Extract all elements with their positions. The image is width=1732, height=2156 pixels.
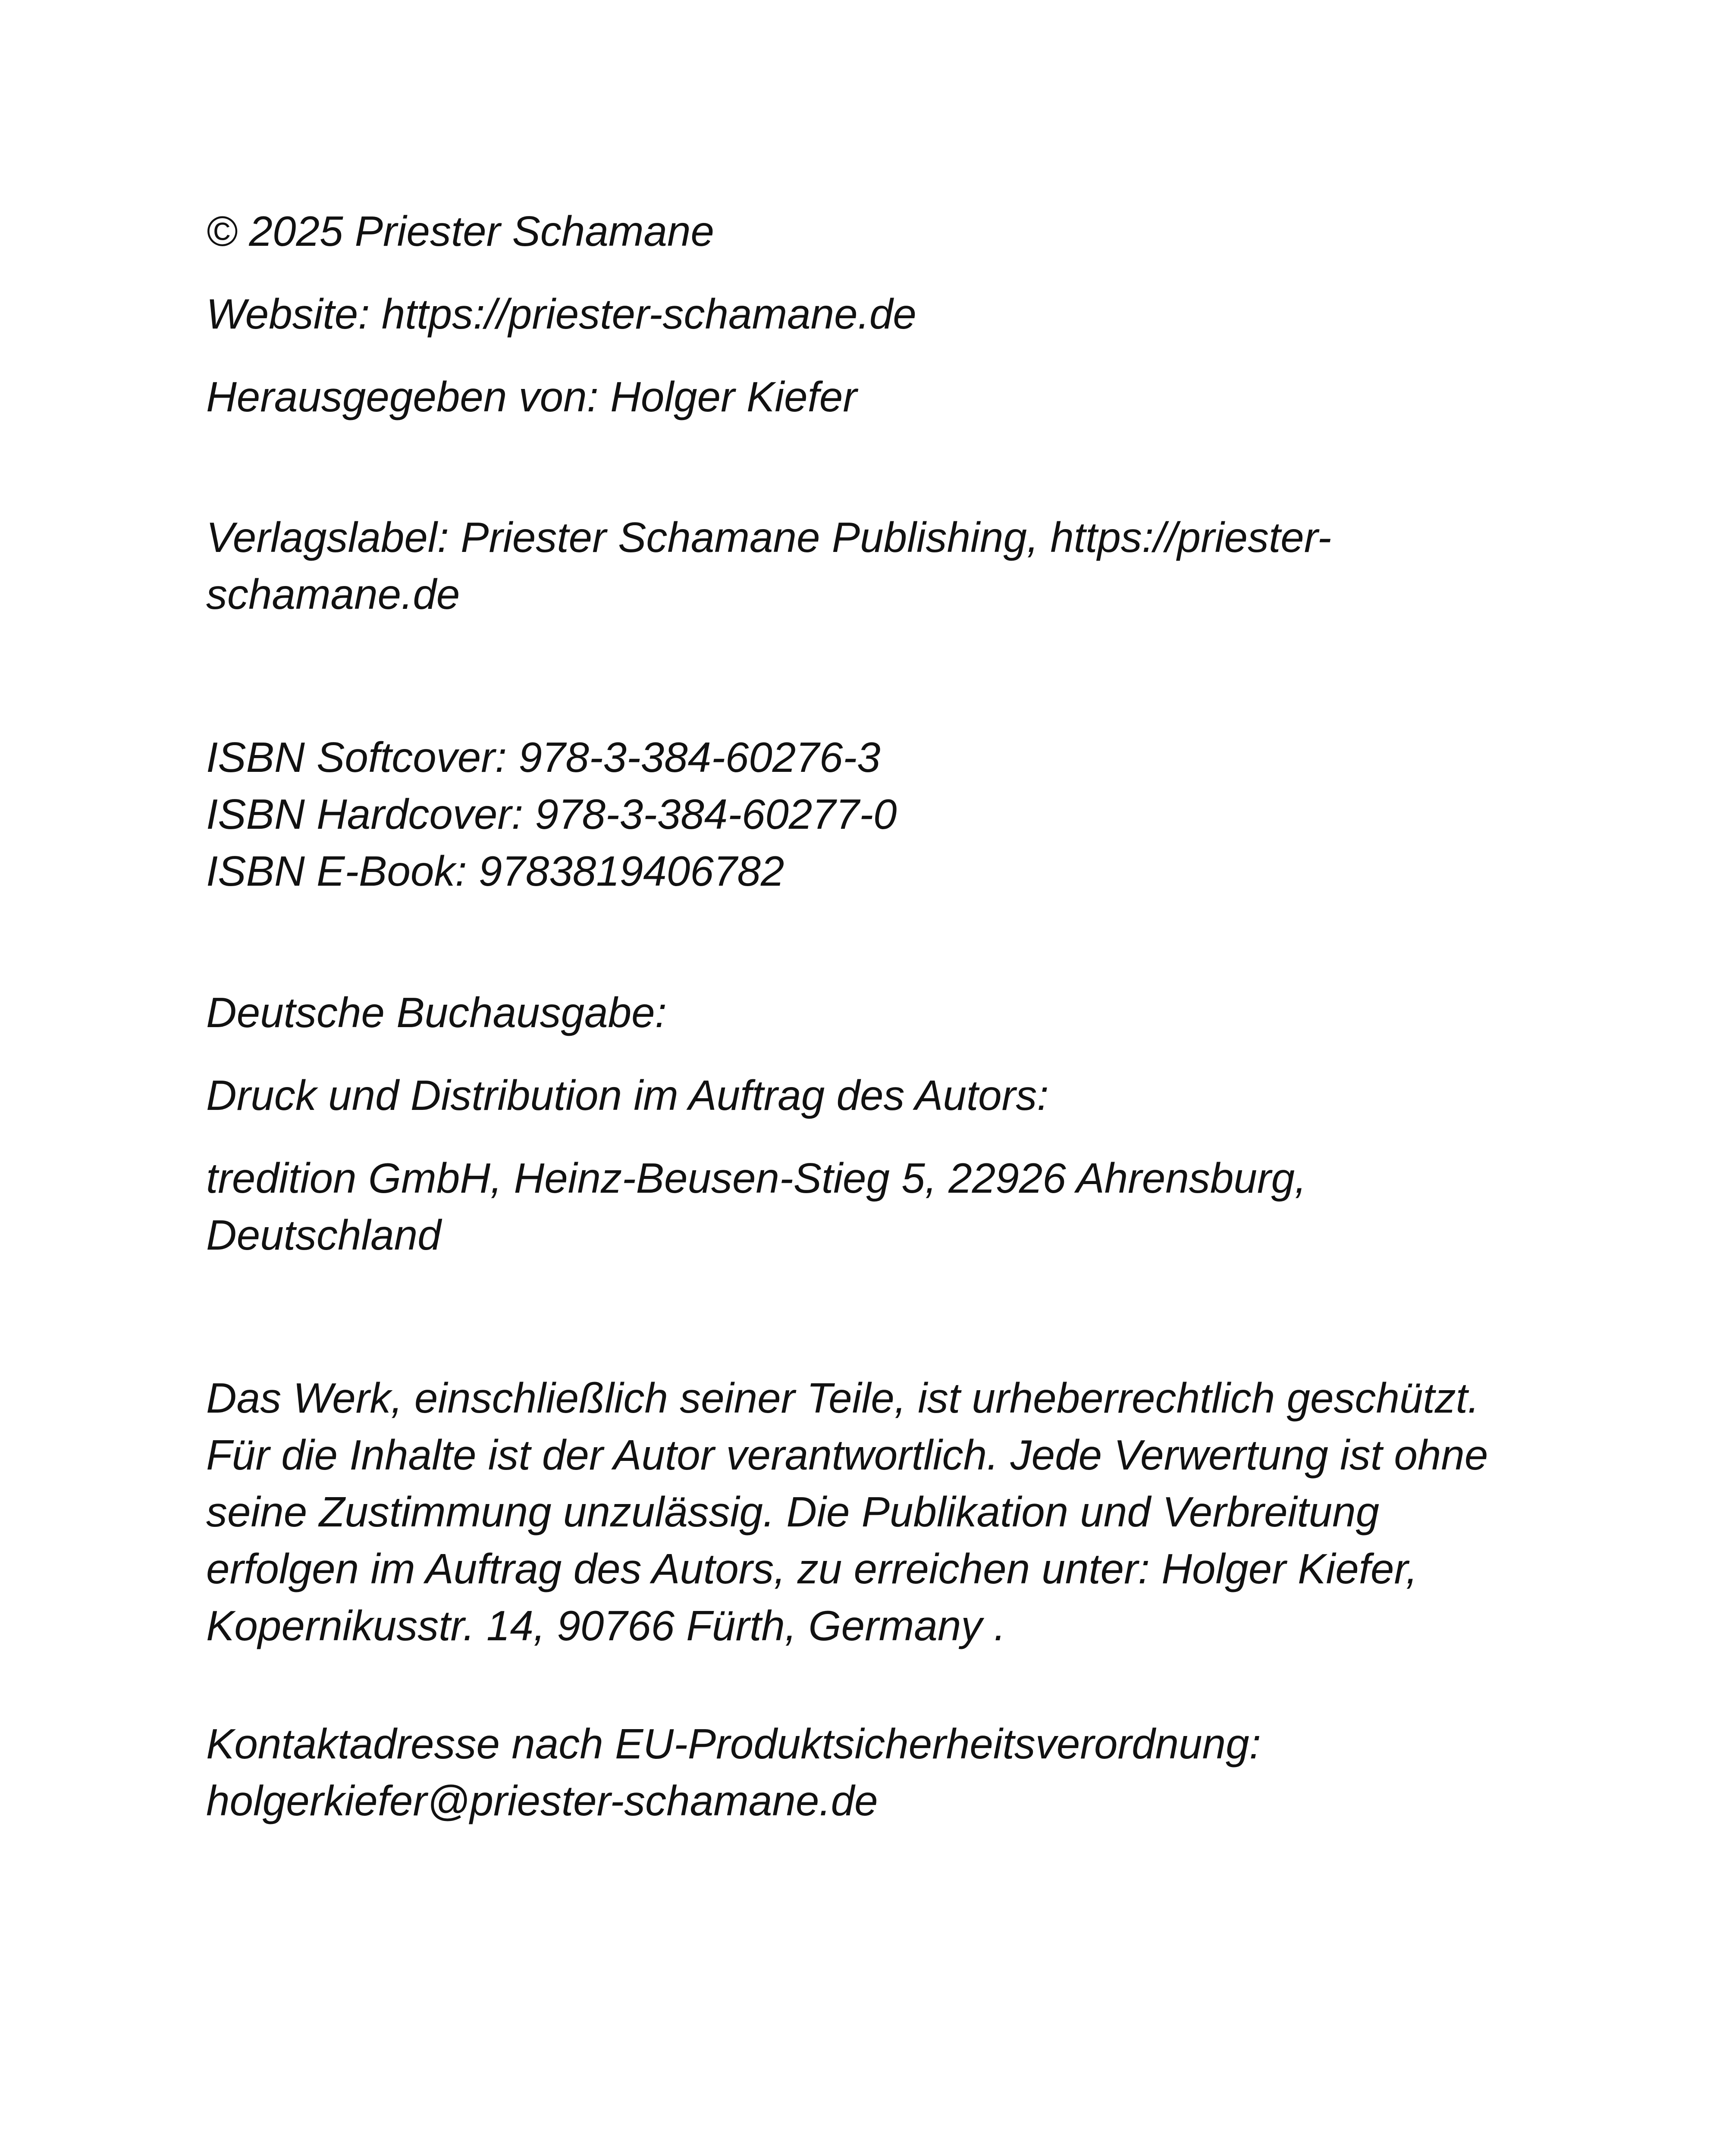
rights-line-4: erfolgen im Auftrag des Autors, zu erreichen unter: Holger Kiefer,: [206, 1545, 1418, 1592]
contact-heading: Kontaktadresse nach EU-Produktsicherheitsverordnung:: [206, 1720, 1261, 1767]
edition-heading: Deutsche Buchausgabe:: [206, 989, 667, 1036]
publisher-label-line-1: Verlagslabel: Priester Schamane Publishing, https://priester-: [206, 514, 1332, 561]
isbn-ebook: ISBN E-Book: 9783819406782: [206, 847, 784, 895]
printer-address-line-1: tredition GmbH, Heinz-Beusen-Stieg 5, 22926 Ahrensburg,: [206, 1154, 1307, 1202]
editor-line: Herausgegeben von: Holger Kiefer: [206, 373, 857, 420]
rights-line-3: seine Zustimmung unzulässig. Die Publikation und Verbreitung: [206, 1488, 1380, 1536]
isbn-hardcover: ISBN Hardcover: 978-3-384-60277-0: [206, 790, 897, 838]
rights-line-5: Kopernikusstr. 14, 90766 Fürth, Germany .: [206, 1602, 1006, 1649]
website-line: Website: https://priester-schamane.de: [206, 290, 916, 338]
copyright-notice: © 2025 Priester Schamane: [206, 207, 715, 255]
print-distribution-line: Druck und Distribution im Auftrag des Autors:: [206, 1072, 1049, 1119]
rights-line-1: Das Werk, einschließlich seiner Teile, ist urheberrechtlich geschützt.: [206, 1374, 1480, 1422]
publisher-label-line-2: schamane.de: [206, 570, 460, 618]
rights-line-2: Für die Inhalte ist der Autor verantwortlich. Jede Verwertung ist ohne: [206, 1431, 1488, 1479]
contact-email: holgerkiefer@priester-schamane.de: [206, 1777, 878, 1824]
isbn-softcover: ISBN Softcover: 978-3-384-60276-3: [206, 733, 881, 781]
printer-address-line-2: Deutschland: [206, 1211, 441, 1259]
